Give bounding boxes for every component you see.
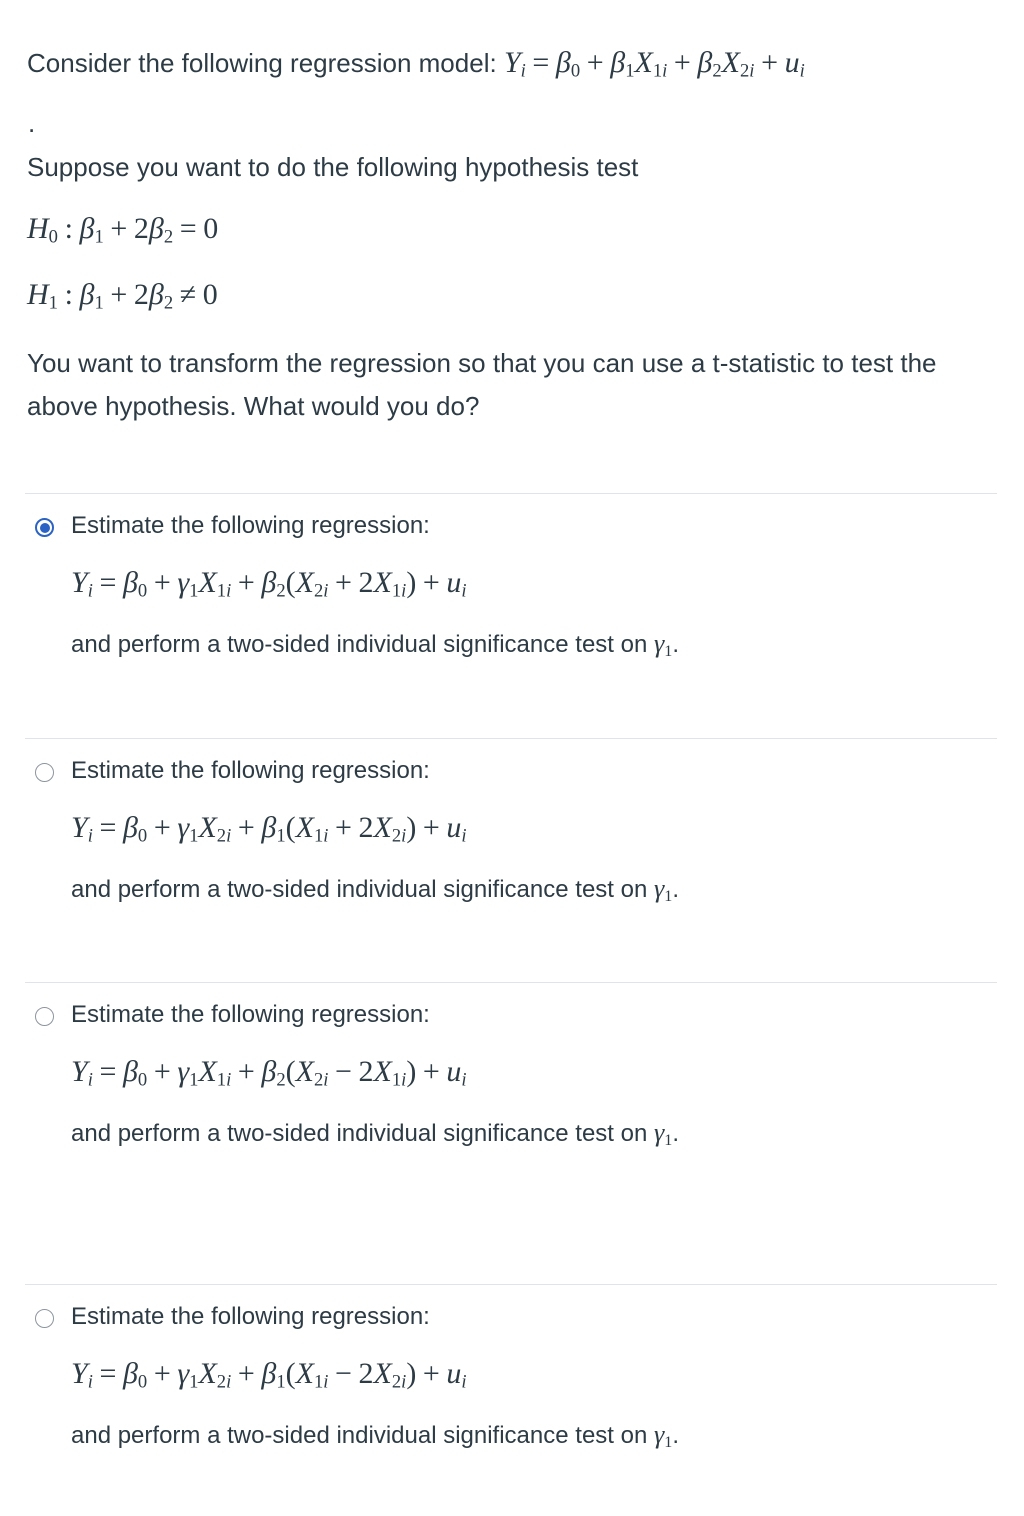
option-equation: $Y_i = \beta_0 + \gamma_1X_{1i} + \beta_2(X_{2i} - 2X_{1i}) + u_i$	[71, 1055, 467, 1091]
option-tail-text: and perform a two-sided individual significance test on	[71, 1422, 648, 1449]
option-tail-text: and perform a two-sided individual significance test on	[71, 631, 648, 658]
option-tail-end: .	[672, 876, 679, 903]
option-intro: Estimate the following regression:	[71, 512, 430, 539]
option-intro: Estimate the following regression:	[71, 1303, 430, 1330]
question-intro-text: Consider the following regression model:	[27, 48, 497, 78]
answer-option-1[interactable]	[25, 494, 997, 738]
null-hypothesis: $H_0$ : $\beta_1 + 2\beta_2 = 0$	[27, 212, 219, 248]
option-tail-text: and perform a two-sided individual significance test on	[71, 1120, 648, 1147]
radio-button[interactable]	[35, 1309, 54, 1328]
gamma-symbol: $\gamma_1$	[654, 1118, 673, 1150]
option-equation: $Y_i = \beta_0 + \gamma_1X_{2i} + \beta_1(X_{1i} + 2X_{2i}) + u_i$	[71, 811, 467, 847]
option-equation: $Y_i = \beta_0 + \gamma_1X_{1i} + \beta_2(X_{2i} + 2X_{1i}) + u_i$	[71, 566, 467, 602]
regression-model-equation: $Y_i = \beta_0 + \beta_1X_{1i} + \beta_2X_{2i} + u_i$	[503, 46, 805, 82]
answer-option-2[interactable]	[25, 739, 997, 982]
radio-button-selected[interactable]	[35, 518, 54, 537]
option-tail	[71, 629, 679, 659]
option-intro: Estimate the following regression:	[71, 757, 430, 784]
hypothesis-intro: Suppose you want to do the following hypothesis test	[27, 152, 639, 182]
answer-option-4[interactable]	[25, 1285, 997, 1505]
option-tail	[71, 874, 679, 904]
answer-option-3[interactable]	[25, 983, 997, 1283]
gamma-symbol: $\gamma_1$	[654, 874, 673, 906]
option-tail	[71, 1118, 679, 1148]
option-tail-end: .	[672, 1422, 679, 1449]
option-tail	[71, 1420, 679, 1450]
option-equation: $Y_i = \beta_0 + \gamma_1X_{2i} + \beta_1(X_{1i} - 2X_{2i}) + u_i$	[71, 1357, 467, 1393]
question-prompt: You want to transform the regression so that you can use a t-statistic to test the above hypothesis. What would you do?	[27, 348, 937, 421]
alternative-hypothesis: $H_1$ : $\beta_1 + 2\beta_2 \ne 0$	[27, 278, 218, 314]
option-intro: Estimate the following regression:	[71, 1001, 430, 1028]
question-intro	[27, 38, 805, 88]
radio-button[interactable]	[35, 763, 54, 782]
option-tail-text: and perform a two-sided individual significance test on	[71, 876, 648, 903]
radio-button[interactable]	[35, 1007, 54, 1026]
period-mark: .	[28, 108, 36, 138]
gamma-symbol: $\gamma_1$	[654, 1420, 673, 1452]
option-tail-end: .	[672, 1120, 679, 1147]
gamma-symbol: $\gamma_1$	[654, 629, 673, 661]
option-tail-end: .	[672, 631, 679, 658]
